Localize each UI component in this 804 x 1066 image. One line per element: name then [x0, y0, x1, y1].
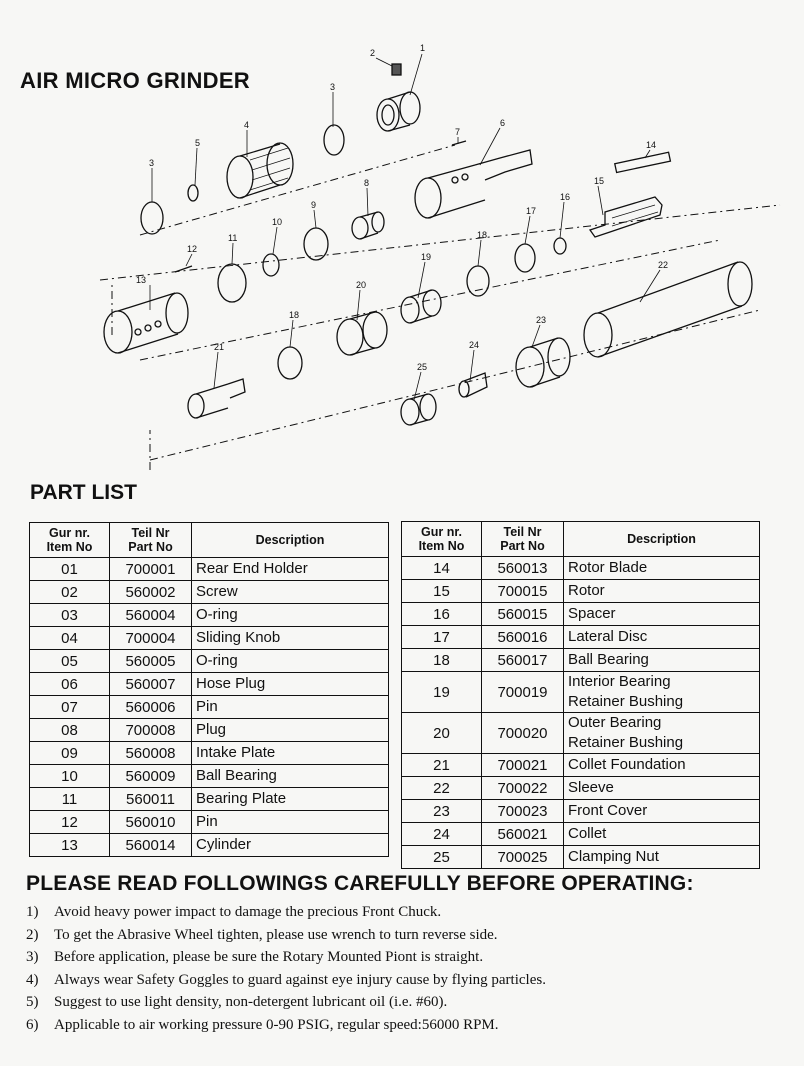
callout: 18 — [289, 310, 300, 320]
callout: 10 — [272, 217, 283, 227]
description-line: Spacer — [568, 605, 616, 622]
callout: 13 — [136, 275, 147, 285]
callout: 18 — [477, 230, 488, 240]
item-number: 21 — [402, 754, 482, 777]
part-o-ring — [324, 125, 344, 155]
part-number: 560009 — [110, 765, 192, 788]
instruction-text: To get the Abrasive Wheel tighten, please use wrench to turn reverse side. — [54, 926, 498, 943]
callout: 9 — [311, 200, 317, 210]
callout: 6 — [500, 118, 506, 128]
table-row — [402, 672, 760, 713]
item-number: 10 — [30, 765, 110, 788]
instruction-item — [26, 969, 546, 992]
callout: 12 — [187, 244, 198, 254]
part-number: 560011 — [110, 788, 192, 811]
part-pin — [175, 266, 192, 272]
table-row — [402, 603, 760, 626]
instruction-number: 6) — [26, 1016, 39, 1033]
instruction-text: Avoid heavy power impact to damage the precious Front Chuck. — [54, 904, 442, 920]
page-title: AIR MICRO GRINDER — [20, 68, 250, 93]
part-description — [564, 754, 760, 777]
table-row — [30, 558, 389, 581]
part-clamping-nut — [401, 394, 436, 425]
part-description: Screw — [192, 581, 389, 604]
table-row — [30, 650, 389, 673]
instruction-item — [26, 1014, 546, 1037]
callout: 1 — [420, 43, 426, 53]
item-number: 18 — [402, 649, 482, 672]
item-number: 20 — [402, 713, 482, 754]
description-line: Front Cover — [568, 802, 648, 819]
item-number: 17 — [402, 626, 482, 649]
part-description: Cylinder — [192, 834, 389, 857]
callout: 17 — [526, 206, 537, 216]
table-row — [402, 800, 760, 823]
description-line: Ball Bearing — [568, 651, 649, 668]
instruction-text: Suggest to use light density, non-detergent lubricant oil (i.e. #60). — [54, 994, 448, 1010]
callout: 14 — [646, 140, 657, 150]
item-number: 23 — [402, 800, 482, 823]
part-rotor-blade — [615, 152, 671, 172]
part-number: 560010 — [110, 811, 192, 834]
part-description: Plug — [192, 719, 389, 742]
column-header-item: Gur nr. Item No — [402, 522, 482, 557]
callout: 20 — [356, 280, 367, 290]
part-description: O-ring — [192, 604, 389, 627]
instruction-item — [26, 924, 546, 947]
part-description — [564, 713, 760, 754]
part-sleeve — [584, 262, 752, 357]
part-description: Hose Plug — [192, 673, 389, 696]
part-description: Bearing Plate — [192, 788, 389, 811]
description-line: Collet — [568, 825, 607, 842]
table-row — [402, 626, 760, 649]
table-row — [402, 846, 760, 869]
column-header-item: Gur nr. Item No — [30, 523, 110, 558]
part-description — [564, 649, 760, 672]
description-line: Interior Bearing — [568, 673, 671, 690]
part-number: 560006 — [110, 696, 192, 719]
table-row — [402, 713, 760, 754]
part-interior-bearing-retainer-bushing — [401, 290, 441, 323]
item-number: 09 — [30, 742, 110, 765]
notice-heading: PLEASE READ FOLLOWINGS CAREFULLY BEFORE OPERATING: — [26, 872, 694, 895]
item-number: 07 — [30, 696, 110, 719]
description-line: Retainer Bushing — [568, 734, 684, 751]
part-outer-bearing-retainer-bushing — [337, 312, 387, 355]
table-row — [30, 719, 389, 742]
part-number: 700001 — [110, 558, 192, 581]
instruction-text: Applicable to air working pressure 0-90 PSIG, regular speed:56000 RPM. — [54, 1016, 499, 1033]
part-intake-plate — [304, 228, 328, 260]
part-number: 560014 — [110, 834, 192, 857]
table-row — [402, 754, 760, 777]
instruction-item — [26, 991, 546, 1014]
table-row — [30, 742, 389, 765]
table-row — [30, 696, 389, 719]
part-number: 560016 — [482, 626, 564, 649]
parts-table-right — [401, 521, 760, 869]
item-number: 08 — [30, 719, 110, 742]
instruction-number: 4) — [26, 971, 39, 988]
item-number: 05 — [30, 650, 110, 673]
instructions-list — [26, 901, 546, 1036]
callout-numbers — [136, 43, 668, 372]
table-row — [402, 557, 760, 580]
part-number: 700021 — [482, 754, 564, 777]
description-line: Retainer Bushing — [568, 693, 684, 710]
part-ball-bearing — [467, 266, 489, 296]
part-front-cover — [516, 338, 570, 387]
table-row — [402, 823, 760, 846]
part-lateral-disc — [515, 244, 535, 272]
table-header-row — [30, 523, 389, 558]
item-number: 24 — [402, 823, 482, 846]
instruction-number: 2) — [26, 926, 39, 943]
item-number: 19 — [402, 672, 482, 713]
part-description — [564, 603, 760, 626]
part-cylinder — [104, 293, 188, 353]
part-description: Sliding Knob — [192, 627, 389, 650]
item-number: 15 — [402, 580, 482, 603]
callout: 19 — [421, 252, 432, 262]
description-line: Rotor — [568, 582, 605, 599]
part-number: 560007 — [110, 673, 192, 696]
part-sliding-knob — [227, 143, 293, 198]
table-row — [402, 777, 760, 800]
part-number: 700008 — [110, 719, 192, 742]
table-row — [30, 834, 389, 857]
part-number: 560017 — [482, 649, 564, 672]
callout: 11 — [228, 233, 238, 243]
instruction-text: Always wear Safety Goggles to guard against eye injury cause by flying particles. — [54, 971, 546, 988]
part-description: Pin — [192, 811, 389, 834]
instruction-item — [26, 901, 546, 924]
callout: 5 — [195, 138, 201, 148]
part-number: 700004 — [110, 627, 192, 650]
part-rear-end-holder — [377, 92, 420, 131]
part-ball-bearing — [263, 254, 279, 276]
part-number: 700022 — [482, 777, 564, 800]
part-ball-bearing — [278, 347, 302, 379]
instruction-number: 1) — [26, 904, 39, 920]
table-row — [30, 673, 389, 696]
item-number: 06 — [30, 673, 110, 696]
description-line: Sleeve — [568, 779, 614, 796]
part-number: 700025 — [482, 846, 564, 869]
part-number: 560013 — [482, 557, 564, 580]
part-pin — [452, 141, 466, 145]
part-description: Intake Plate — [192, 742, 389, 765]
part-description — [564, 777, 760, 800]
part-description: Ball Bearing — [192, 765, 389, 788]
item-number: 22 — [402, 777, 482, 800]
part-number: 700019 — [482, 672, 564, 713]
part-number: 700020 — [482, 713, 564, 754]
callout: 25 — [417, 362, 428, 372]
part-bearing-plate — [218, 264, 246, 302]
part-description — [564, 800, 760, 823]
part-collet-foundation — [188, 379, 245, 418]
part-description — [564, 626, 760, 649]
instruction-number: 3) — [26, 949, 39, 965]
callout: 22 — [658, 260, 669, 270]
item-number: 12 — [30, 811, 110, 834]
exploded-diagram — [0, 40, 804, 480]
callout: 7 — [455, 127, 461, 137]
item-number: 01 — [30, 558, 110, 581]
part-description — [564, 672, 760, 713]
part-description: O-ring — [192, 650, 389, 673]
table-row — [30, 788, 389, 811]
instruction-item — [26, 946, 546, 969]
part-number: 560004 — [110, 604, 192, 627]
description-line: Collet Foundation — [568, 756, 686, 773]
callout: 3 — [149, 158, 155, 168]
callout: 4 — [244, 120, 250, 130]
part-description — [564, 846, 760, 869]
callout: 3 — [330, 82, 336, 92]
item-number: 16 — [402, 603, 482, 626]
part-hose-plug — [415, 150, 532, 218]
callout: 8 — [364, 178, 370, 188]
item-number: 14 — [402, 557, 482, 580]
table-row — [402, 580, 760, 603]
part-number: 560005 — [110, 650, 192, 673]
description-line: Rotor Blade — [568, 559, 648, 576]
part-spacer — [554, 238, 566, 254]
description-line: Outer Bearing — [568, 714, 662, 731]
instruction-text: Before application, please be sure the Rotary Mounted Piont is straight. — [54, 949, 484, 965]
part-number: 560008 — [110, 742, 192, 765]
part-number: 560015 — [482, 603, 564, 626]
instruction-number: 5) — [26, 994, 39, 1010]
item-number: 13 — [30, 834, 110, 857]
item-number: 02 — [30, 581, 110, 604]
part-plug — [352, 212, 384, 239]
part-description: Pin — [192, 696, 389, 719]
table-row — [30, 581, 389, 604]
table-row — [30, 765, 389, 788]
callout: 21 — [214, 342, 225, 352]
part-description — [564, 580, 760, 603]
item-number: 03 — [30, 604, 110, 627]
table-row — [30, 811, 389, 834]
table-row — [30, 627, 389, 650]
parts-table-left — [29, 522, 389, 857]
column-header-part: Teil Nr Part No — [482, 522, 564, 557]
description-line: Clamping Nut — [568, 848, 659, 865]
part-o-ring-small — [188, 185, 198, 201]
table-header-row — [402, 522, 760, 557]
item-number: 25 — [402, 846, 482, 869]
part-description: Rear End Holder — [192, 558, 389, 581]
callout: 23 — [536, 315, 547, 325]
part-list-title: PART LIST — [30, 481, 137, 504]
description-line: Lateral Disc — [568, 628, 648, 645]
part-number: 700023 — [482, 800, 564, 823]
item-number: 04 — [30, 627, 110, 650]
table-row — [402, 649, 760, 672]
part-collet — [459, 373, 487, 397]
column-header-part: Teil Nr Part No — [110, 523, 192, 558]
column-header-description: Description — [192, 523, 389, 558]
part-screw — [392, 64, 401, 75]
part-o-ring — [141, 202, 163, 234]
part-description — [564, 557, 760, 580]
part-number: 700015 — [482, 580, 564, 603]
callout: 16 — [560, 192, 571, 202]
part-number: 560002 — [110, 581, 192, 604]
item-number: 11 — [30, 788, 110, 811]
table-row — [30, 604, 389, 627]
callout: 15 — [594, 176, 605, 186]
callout: 2 — [370, 48, 376, 58]
column-header-description: Description — [564, 522, 760, 557]
part-number: 560021 — [482, 823, 564, 846]
callout: 24 — [469, 340, 480, 350]
part-description — [564, 823, 760, 846]
